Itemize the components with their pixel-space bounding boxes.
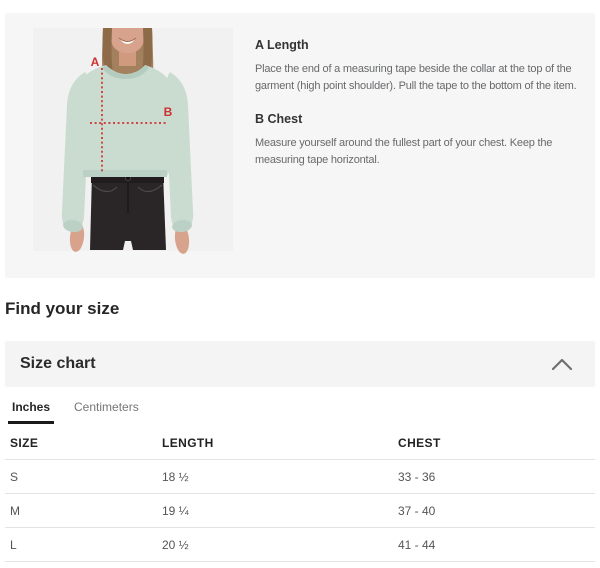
tab-centimeters[interactable]: Centimeters (74, 400, 139, 414)
cell-length: 20 ½ (162, 537, 189, 552)
cell-size: M (10, 503, 20, 518)
marker-a-label: A (90, 55, 100, 69)
table-row (5, 528, 595, 562)
measure-item-a-description: Place the end of a measuring tape beside the collar at the top of the garment (high point shoulder). Pull the tape to the bottom of the item. (255, 63, 577, 93)
cell-size: L (10, 537, 17, 552)
column-header-chest: CHEST (398, 436, 441, 450)
size-chart-title: Size chart (20, 355, 96, 372)
measure-item-b-label: B Chest (255, 112, 303, 127)
cell-length: 18 ½ (162, 469, 189, 484)
chevron-up-icon (551, 357, 573, 372)
size-chart-header[interactable] (5, 341, 595, 387)
model-photo (5, 13, 255, 278)
table-row (5, 460, 595, 494)
cell-length: 19 ¼ (162, 503, 189, 518)
table-row (5, 494, 595, 528)
measure-item-a-label: A Length (255, 38, 309, 52)
column-header-size: SIZE (10, 436, 39, 450)
marker-b-label: B (163, 105, 173, 119)
cell-chest: 41 - 44 (398, 537, 436, 552)
cell-chest: 37 - 40 (398, 503, 436, 518)
measuring-instructions (255, 13, 595, 278)
measure-item-b-description: Measure yourself around the fullest part of your chest. Keep the measuring tape horizontal. (255, 137, 553, 167)
column-header-length: LENGTH (162, 436, 214, 450)
measuring-guide-panel (5, 13, 595, 278)
size-chart-table (5, 432, 595, 562)
model-illustration (5, 13, 255, 278)
sweatshirt-body (78, 65, 173, 177)
tab-inches[interactable]: Inches (8, 396, 54, 424)
unit-tabs (5, 396, 595, 424)
cell-chest: 33 - 36 (398, 469, 436, 484)
jeans (90, 173, 166, 250)
cell-size: S (10, 469, 19, 484)
page-title: Find your size (5, 299, 120, 318)
